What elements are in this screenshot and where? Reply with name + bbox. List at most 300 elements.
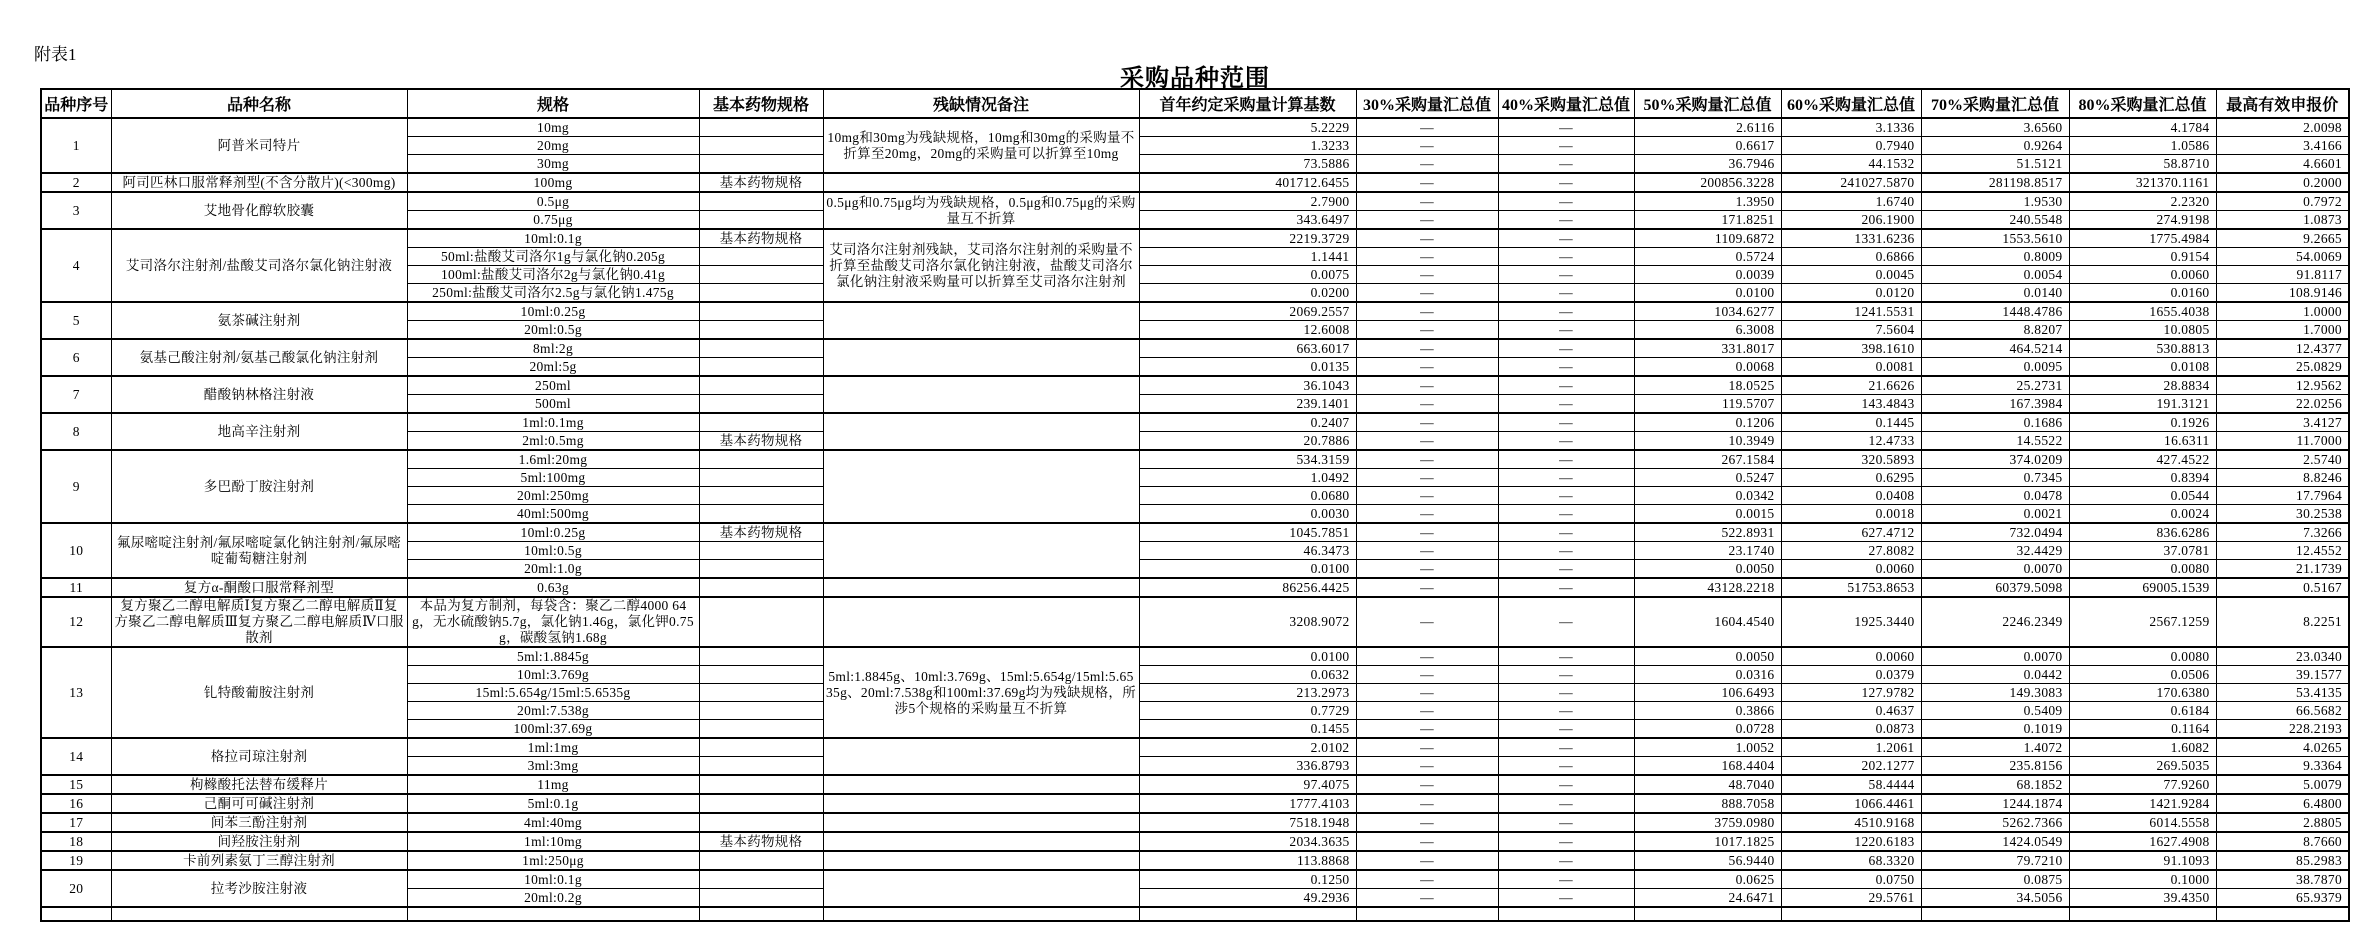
pct70-cell: 5262.7366 — [1921, 813, 2069, 832]
basic-spec-cell — [699, 248, 823, 266]
pct60-cell: 0.0060 — [1781, 647, 1921, 666]
pct50-cell: 2.6116 — [1634, 118, 1781, 137]
pct50-cell: 0.0728 — [1634, 720, 1781, 739]
max-price-cell: 3.4166 — [2216, 137, 2349, 155]
pct80-cell: 16.6311 — [2069, 432, 2216, 451]
pct80-cell: 6014.5558 — [2069, 813, 2216, 832]
pct50-cell: 48.7040 — [1634, 775, 1781, 794]
partial-cell — [1139, 907, 1356, 921]
pct80-cell: 836.6286 — [2069, 523, 2216, 542]
base-qty-cell: 0.7729 — [1139, 702, 1356, 720]
basic-spec-cell — [699, 469, 823, 487]
pct50-cell: 1.0052 — [1634, 738, 1781, 757]
pct40-cell: — — [1498, 211, 1634, 230]
pct30-cell: — — [1356, 647, 1498, 666]
row-no-cell: 14 — [41, 738, 111, 775]
pct40-cell: — — [1498, 413, 1634, 432]
pct30-cell: — — [1356, 738, 1498, 757]
max-price-cell: 0.5167 — [2216, 578, 2349, 597]
pct60-cell: 0.0873 — [1781, 720, 1921, 739]
pct30-cell: — — [1356, 302, 1498, 321]
remark-cell — [823, 523, 1139, 578]
max-price-cell: 25.0829 — [2216, 358, 2349, 377]
row-no-cell: 16 — [41, 794, 111, 813]
row-name-cell: 地高辛注射剂 — [111, 413, 407, 450]
partial-cell — [41, 907, 111, 921]
pct30-cell: — — [1356, 413, 1498, 432]
spec-cell: 1ml:0.1mg — [407, 413, 699, 432]
pct30-cell: — — [1356, 248, 1498, 266]
pct60-cell: 202.1277 — [1781, 757, 1921, 776]
pct60-cell: 12.4733 — [1781, 432, 1921, 451]
table-row — [41, 118, 2349, 137]
pct40-cell: — — [1498, 469, 1634, 487]
max-price-cell: 7.3266 — [2216, 523, 2349, 542]
pct40-cell: — — [1498, 578, 1634, 597]
max-price-cell: 21.1739 — [2216, 560, 2349, 579]
base-qty-cell: 663.6017 — [1139, 339, 1356, 358]
pct80-cell: 0.8394 — [2069, 469, 2216, 487]
pct60-cell: 1.6740 — [1781, 192, 1921, 211]
pct40-cell: — — [1498, 137, 1634, 155]
pct40-cell: — — [1498, 523, 1634, 542]
pct40-cell: — — [1498, 757, 1634, 776]
pct50-cell: 0.6617 — [1634, 137, 1781, 155]
pct30-cell: — — [1356, 666, 1498, 684]
pct30-cell: — — [1356, 137, 1498, 155]
pct50-cell: 6.3008 — [1634, 321, 1781, 340]
base-qty-cell: 213.2973 — [1139, 684, 1356, 702]
pct40-cell: — — [1498, 229, 1634, 248]
max-price-cell: 6.4800 — [2216, 794, 2349, 813]
row-no-cell: 1 — [41, 118, 111, 173]
pct60-cell: 1925.3440 — [1781, 597, 1921, 647]
partial-cell — [1356, 907, 1498, 921]
row-name-cell: 醋酸钠林格注射液 — [111, 376, 407, 413]
partial-cell — [823, 907, 1139, 921]
base-qty-cell: 1045.7851 — [1139, 523, 1356, 542]
pct30-cell: — — [1356, 395, 1498, 414]
pct50-cell: 36.7946 — [1634, 155, 1781, 174]
spec-cell: 2ml:0.5mg — [407, 432, 699, 451]
base-qty-cell: 2034.3635 — [1139, 832, 1356, 851]
spec-cell: 100ml:盐酸艾司洛尔2g与氯化钠0.41g — [407, 266, 699, 284]
pct80-cell: 4.1784 — [2069, 118, 2216, 137]
pct50-cell: 0.0050 — [1634, 647, 1781, 666]
partial-cell — [1498, 907, 1634, 921]
pct50-cell: 0.0100 — [1634, 284, 1781, 303]
max-price-cell: 0.7972 — [2216, 192, 2349, 211]
max-price-cell: 4.6601 — [2216, 155, 2349, 174]
spec-cell: 20ml:5g — [407, 358, 699, 377]
base-qty-cell: 0.0030 — [1139, 505, 1356, 524]
pct40-cell: — — [1498, 266, 1634, 284]
pct40-cell: — — [1498, 666, 1634, 684]
pct40-cell: — — [1498, 505, 1634, 524]
pct60-cell: 0.0018 — [1781, 505, 1921, 524]
spec-cell: 5ml:100mg — [407, 469, 699, 487]
max-price-cell: 17.7964 — [2216, 487, 2349, 505]
basic-spec-cell — [699, 775, 823, 794]
pct40-cell: — — [1498, 395, 1634, 414]
pct30-cell: — — [1356, 523, 1498, 542]
spec-cell: 5ml:0.1g — [407, 794, 699, 813]
base-qty-cell: 0.0632 — [1139, 666, 1356, 684]
pct30-cell: — — [1356, 487, 1498, 505]
spec-cell: 0.75μg — [407, 211, 699, 230]
remark-cell — [823, 173, 1139, 192]
pct60-cell: 1241.5531 — [1781, 302, 1921, 321]
pct80-cell: 91.1093 — [2069, 851, 2216, 870]
pct60-cell: 3.1336 — [1781, 118, 1921, 137]
remark-cell — [823, 376, 1139, 413]
spec-cell: 40ml:500mg — [407, 505, 699, 524]
remark-cell — [823, 851, 1139, 870]
pct70-cell: 0.0070 — [1921, 560, 2069, 579]
pct70-cell: 0.9264 — [1921, 137, 2069, 155]
pct40-cell: — — [1498, 794, 1634, 813]
basic-spec-cell — [699, 450, 823, 469]
spec-cell: 30mg — [407, 155, 699, 174]
pct30-cell: — — [1356, 578, 1498, 597]
basic-spec-cell — [699, 542, 823, 560]
spec-cell: 100mg — [407, 173, 699, 192]
column-header-basic-spec: 基本药物规格 — [699, 89, 823, 118]
pct50-cell: 18.0525 — [1634, 376, 1781, 395]
pct60-cell: 0.6295 — [1781, 469, 1921, 487]
pct80-cell: 0.1164 — [2069, 720, 2216, 739]
column-header-60pct: 60%采购量汇总值 — [1781, 89, 1921, 118]
row-no-cell: 12 — [41, 597, 111, 647]
pct30-cell: — — [1356, 775, 1498, 794]
base-qty-cell: 20.7886 — [1139, 432, 1356, 451]
pct50-cell: 10.3949 — [1634, 432, 1781, 451]
base-qty-cell: 401712.6455 — [1139, 173, 1356, 192]
row-no-cell: 4 — [41, 229, 111, 302]
basic-spec-cell — [699, 266, 823, 284]
pct70-cell: 1553.5610 — [1921, 229, 2069, 248]
remark-cell — [823, 832, 1139, 851]
max-price-cell: 2.8805 — [2216, 813, 2349, 832]
pct30-cell: — — [1356, 432, 1498, 451]
pct70-cell: 167.3984 — [1921, 395, 2069, 414]
pct60-cell: 0.0750 — [1781, 870, 1921, 889]
basic-spec-cell — [699, 757, 823, 776]
max-price-cell: 11.7000 — [2216, 432, 2349, 451]
partial-cell — [1634, 907, 1781, 921]
pct60-cell: 68.3320 — [1781, 851, 1921, 870]
table-row — [41, 832, 2349, 851]
pct80-cell: 1627.4908 — [2069, 832, 2216, 851]
base-qty-cell: 0.1455 — [1139, 720, 1356, 739]
basic-spec-cell — [699, 597, 823, 647]
pct80-cell: 2.2320 — [2069, 192, 2216, 211]
spec-cell: 10ml:0.1g — [407, 229, 699, 248]
pct40-cell: — — [1498, 173, 1634, 192]
pct30-cell: — — [1356, 192, 1498, 211]
base-qty-cell: 86256.4425 — [1139, 578, 1356, 597]
pct80-cell: 2567.1259 — [2069, 597, 2216, 647]
spec-cell: 0.5μg — [407, 192, 699, 211]
pct60-cell: 0.7940 — [1781, 137, 1921, 155]
row-name-cell: 卡前列素氨丁三醇注射剂 — [111, 851, 407, 870]
pct50-cell: 1034.6277 — [1634, 302, 1781, 321]
pct60-cell: 0.0081 — [1781, 358, 1921, 377]
table-row — [41, 302, 2349, 321]
pct30-cell: — — [1356, 542, 1498, 560]
pct50-cell: 106.6493 — [1634, 684, 1781, 702]
spec-cell: 本品为复方制剂，每袋含：聚乙二醇4000 64g，无水硫酸钠5.7g，氯化钠1.46g，氯化钾0.75g，碳酸氢钠1.68g — [407, 597, 699, 647]
row-name-cell: 多巴酚丁胺注射剂 — [111, 450, 407, 523]
pct50-cell: 43128.2218 — [1634, 578, 1781, 597]
pct80-cell: 39.4350 — [2069, 889, 2216, 908]
pct40-cell: — — [1498, 339, 1634, 358]
column-header-no: 品种序号 — [41, 89, 111, 118]
remark-cell: 0.5μg和0.75μg均为残缺规格，0.5μg和0.75μg的采购量互不折算 — [823, 192, 1139, 229]
basic-spec-cell — [699, 413, 823, 432]
pct40-cell: — — [1498, 597, 1634, 647]
table-row — [41, 794, 2349, 813]
table-row — [41, 339, 2349, 358]
pct80-cell: 0.0080 — [2069, 560, 2216, 579]
pct50-cell: 331.8017 — [1634, 339, 1781, 358]
basic-spec-cell: 基本药物规格 — [699, 173, 823, 192]
base-qty-cell: 97.4075 — [1139, 775, 1356, 794]
pct70-cell: 8.8207 — [1921, 321, 2069, 340]
pct40-cell: — — [1498, 702, 1634, 720]
row-name-cell: 艾司洛尔注射剂/盐酸艾司洛尔氯化钠注射液 — [111, 229, 407, 302]
max-price-cell: 8.2251 — [2216, 597, 2349, 647]
base-qty-cell: 5.2229 — [1139, 118, 1356, 137]
pct50-cell: 1109.6872 — [1634, 229, 1781, 248]
base-qty-cell: 0.0075 — [1139, 266, 1356, 284]
pct40-cell: — — [1498, 284, 1634, 303]
spec-cell: 100ml:37.69g — [407, 720, 699, 739]
pct80-cell: 0.0024 — [2069, 505, 2216, 524]
spec-cell: 1ml:250μg — [407, 851, 699, 870]
pct80-cell: 530.8813 — [2069, 339, 2216, 358]
pct80-cell: 0.9154 — [2069, 248, 2216, 266]
pct50-cell: 888.7058 — [1634, 794, 1781, 813]
spec-cell: 4ml:40mg — [407, 813, 699, 832]
column-header-80pct: 80%采购量汇总值 — [2069, 89, 2216, 118]
base-qty-cell: 73.5886 — [1139, 155, 1356, 174]
pct70-cell: 14.5522 — [1921, 432, 2069, 451]
column-header-50pct: 50%采购量汇总值 — [1634, 89, 1781, 118]
pct80-cell: 170.6380 — [2069, 684, 2216, 702]
base-qty-cell: 3208.9072 — [1139, 597, 1356, 647]
pct30-cell: — — [1356, 284, 1498, 303]
row-name-cell: 阿司匹林口服常释剂型(不含分散片)(<300mg) — [111, 173, 407, 192]
pct50-cell: 0.0050 — [1634, 560, 1781, 579]
pct70-cell: 464.5214 — [1921, 339, 2069, 358]
pct30-cell: — — [1356, 870, 1498, 889]
remark-cell — [823, 578, 1139, 597]
pct60-cell: 51753.8653 — [1781, 578, 1921, 597]
pct50-cell: 23.1740 — [1634, 542, 1781, 560]
column-header-30pct: 30%采购量汇总值 — [1356, 89, 1498, 118]
pct50-cell: 3759.0980 — [1634, 813, 1781, 832]
row-no-cell: 15 — [41, 775, 111, 794]
table-row — [41, 523, 2349, 542]
row-no-cell: 8 — [41, 413, 111, 450]
row-no-cell: 18 — [41, 832, 111, 851]
spec-cell: 1ml:10mg — [407, 832, 699, 851]
max-price-cell: 85.2983 — [2216, 851, 2349, 870]
pct60-cell: 1.2061 — [1781, 738, 1921, 757]
pct60-cell: 1331.6236 — [1781, 229, 1921, 248]
pct50-cell: 0.3866 — [1634, 702, 1781, 720]
max-price-cell: 1.0000 — [2216, 302, 2349, 321]
pct60-cell: 127.9782 — [1781, 684, 1921, 702]
basic-spec-cell — [699, 487, 823, 505]
page-title: 采购品种范围 — [1120, 66, 1270, 92]
basic-spec-cell — [699, 505, 823, 524]
pct70-cell: 1.4072 — [1921, 738, 2069, 757]
pct60-cell: 0.6866 — [1781, 248, 1921, 266]
spec-cell: 10ml:0.25g — [407, 302, 699, 321]
base-qty-cell: 0.0680 — [1139, 487, 1356, 505]
pct80-cell: 0.6184 — [2069, 702, 2216, 720]
pct80-cell: 269.5035 — [2069, 757, 2216, 776]
pct40-cell: — — [1498, 851, 1634, 870]
pct30-cell: — — [1356, 505, 1498, 524]
pct80-cell: 0.0160 — [2069, 284, 2216, 303]
basic-spec-cell — [699, 376, 823, 395]
row-no-cell: 5 — [41, 302, 111, 339]
spec-cell: 1ml:1mg — [407, 738, 699, 757]
basic-spec-cell — [699, 358, 823, 377]
spec-cell: 20ml:1.0g — [407, 560, 699, 579]
pct80-cell: 0.0060 — [2069, 266, 2216, 284]
basic-spec-cell — [699, 851, 823, 870]
pct50-cell: 0.0342 — [1634, 487, 1781, 505]
pct70-cell: 374.0209 — [1921, 450, 2069, 469]
pct60-cell: 4510.9168 — [1781, 813, 1921, 832]
max-price-cell: 54.0069 — [2216, 248, 2349, 266]
pct70-cell: 32.4429 — [1921, 542, 2069, 560]
remark-cell — [823, 775, 1139, 794]
table-header — [41, 89, 2349, 118]
pct50-cell: 0.5724 — [1634, 248, 1781, 266]
partial-row — [41, 907, 2349, 921]
base-qty-cell: 2219.3729 — [1139, 229, 1356, 248]
pct60-cell: 143.4843 — [1781, 395, 1921, 414]
table-row — [41, 192, 2349, 211]
pct30-cell: — — [1356, 794, 1498, 813]
pct40-cell: — — [1498, 248, 1634, 266]
pct80-cell: 0.0108 — [2069, 358, 2216, 377]
max-price-cell: 1.0873 — [2216, 211, 2349, 230]
row-name-cell: 复方聚乙二醇电解质Ⅰ复方聚乙二醇电解质Ⅱ复方聚乙二醇电解质Ⅲ复方聚乙二醇电解质Ⅳ口服散剂 — [111, 597, 407, 647]
pct80-cell: 1775.4984 — [2069, 229, 2216, 248]
row-name-cell: 复方α-酮酸口服常释剂型 — [111, 578, 407, 597]
pct70-cell: 149.3083 — [1921, 684, 2069, 702]
pct50-cell: 0.0625 — [1634, 870, 1781, 889]
max-price-cell: 12.4552 — [2216, 542, 2349, 560]
pct60-cell: 0.4637 — [1781, 702, 1921, 720]
pct60-cell: 0.0408 — [1781, 487, 1921, 505]
pct30-cell: — — [1356, 720, 1498, 739]
spec-cell: 500ml — [407, 395, 699, 414]
row-no-cell: 6 — [41, 339, 111, 376]
row-no-cell: 13 — [41, 647, 111, 738]
pct40-cell: — — [1498, 889, 1634, 908]
spec-cell: 5ml:1.8845g — [407, 647, 699, 666]
pct30-cell: — — [1356, 832, 1498, 851]
pct80-cell: 0.1926 — [2069, 413, 2216, 432]
base-qty-cell: 336.8793 — [1139, 757, 1356, 776]
remark-cell: 10mg和30mg为残缺规格，10mg和30mg的采购量不折算至20mg，20mg的采购量可以折算至10mg — [823, 118, 1139, 173]
basic-spec-cell — [699, 666, 823, 684]
pct60-cell: 1066.4461 — [1781, 794, 1921, 813]
base-qty-cell: 534.3159 — [1139, 450, 1356, 469]
max-price-cell: 8.7660 — [2216, 832, 2349, 851]
pct30-cell: — — [1356, 702, 1498, 720]
remark-cell — [823, 450, 1139, 523]
partial-cell — [407, 907, 699, 921]
max-price-cell: 1.7000 — [2216, 321, 2349, 340]
partial-cell — [1781, 907, 1921, 921]
pct80-cell: 37.0781 — [2069, 542, 2216, 560]
partial-cell — [1921, 907, 2069, 921]
basic-spec-cell — [699, 395, 823, 414]
base-qty-cell: 239.1401 — [1139, 395, 1356, 414]
remark-cell — [823, 413, 1139, 450]
basic-spec-cell: 基本药物规格 — [699, 832, 823, 851]
pct30-cell: — — [1356, 266, 1498, 284]
base-qty-cell: 0.0135 — [1139, 358, 1356, 377]
spec-cell: 10mg — [407, 118, 699, 137]
pct60-cell: 21.6626 — [1781, 376, 1921, 395]
base-qty-cell: 0.0200 — [1139, 284, 1356, 303]
max-price-cell: 3.4127 — [2216, 413, 2349, 432]
remark-cell — [823, 738, 1139, 775]
remark-cell — [823, 870, 1139, 907]
pct30-cell: — — [1356, 358, 1498, 377]
pct50-cell: 0.0316 — [1634, 666, 1781, 684]
pct30-cell: — — [1356, 321, 1498, 340]
base-qty-cell: 113.8868 — [1139, 851, 1356, 870]
base-qty-cell: 343.6497 — [1139, 211, 1356, 230]
pct70-cell: 3.6560 — [1921, 118, 2069, 137]
row-name-cell: 钆特酸葡胺注射剂 — [111, 647, 407, 738]
remark-cell — [823, 794, 1139, 813]
row-name-cell: 格拉司琼注射剂 — [111, 738, 407, 775]
pct70-cell: 1244.1874 — [1921, 794, 2069, 813]
column-header-name: 品种名称 — [111, 89, 407, 118]
row-name-cell: 枸橼酸托法替布缓释片 — [111, 775, 407, 794]
pct70-cell: 240.5548 — [1921, 211, 2069, 230]
base-qty-cell: 2069.2557 — [1139, 302, 1356, 321]
pct80-cell: 10.0805 — [2069, 321, 2216, 340]
base-qty-cell: 0.0100 — [1139, 560, 1356, 579]
pct60-cell: 0.0379 — [1781, 666, 1921, 684]
basic-spec-cell — [699, 560, 823, 579]
sheet-annotation: 附表1 — [34, 45, 77, 64]
pct40-cell: — — [1498, 487, 1634, 505]
pct60-cell: 206.1900 — [1781, 211, 1921, 230]
basic-spec-cell — [699, 321, 823, 340]
pct80-cell: 58.8710 — [2069, 155, 2216, 174]
table-row — [41, 597, 2349, 647]
pct30-cell: — — [1356, 684, 1498, 702]
base-qty-cell: 1.3233 — [1139, 137, 1356, 155]
pct40-cell: — — [1498, 775, 1634, 794]
pct60-cell: 0.0045 — [1781, 266, 1921, 284]
pct30-cell: — — [1356, 889, 1498, 908]
basic-spec-cell — [699, 702, 823, 720]
